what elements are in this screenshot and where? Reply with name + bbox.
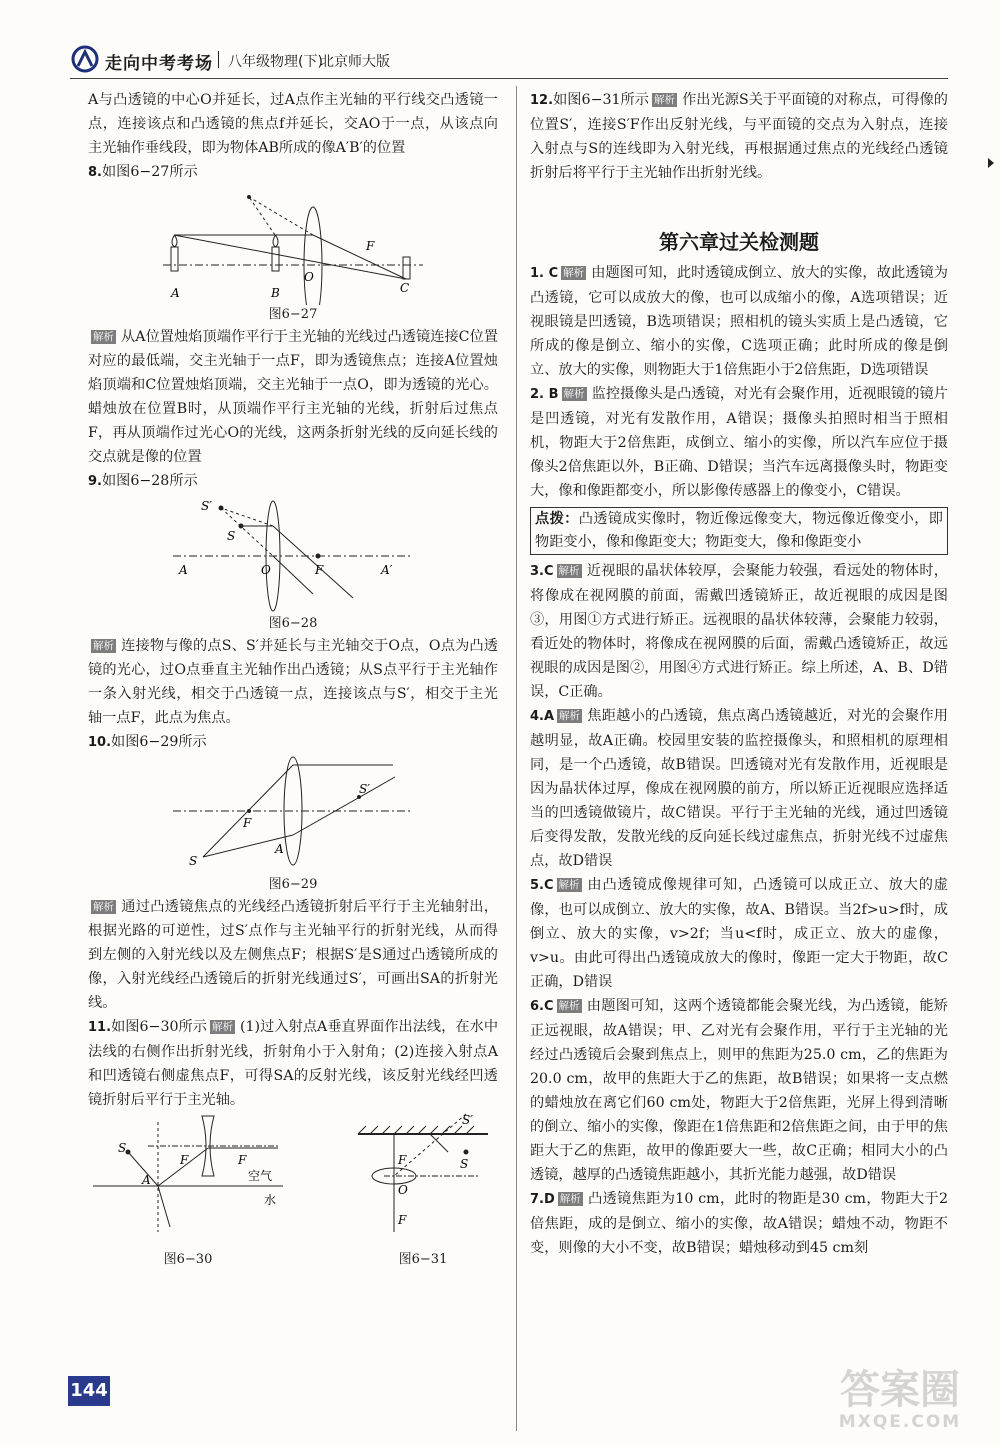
- item-5: [530, 873, 948, 994]
- watermark-bottom: MXQE.COM: [838, 1412, 962, 1432]
- analysis-tag: 解析: [212, 1021, 233, 1033]
- item-text: 焦距越小的凸透镜，焦点离凸透镜越近，对光的会聚作用越明显，故A正确。校园里安装的监控摄像头，和照相机的原理相同，是一个凸透镜，故B错误。凹透镜对光有发散作用，近视眼是因为晶状体过厚，像成在视网膜的前方，所以矫正近视眼应选择适当的凹透镜做镜片，故C错误。平行于主光轴的光线，通过凹透镜后变得发散，发散光线的反向延长线过虚焦点，折射光线不过虚焦点，故D错误: [530, 708, 948, 869]
- question-text: 如图6−30所示: [111, 1019, 207, 1035]
- item-2: [530, 382, 948, 503]
- item-text: 由题图可知，这两个透镜都能会聚光线，为凸透镜，能矫正远视眼，故A错误；甲、乙对光有会聚作用，平行于主光轴的光经过凸透镜后会聚到焦点上，则甲的焦距为25.0 cm，乙的焦距为20.0 cm，故甲的焦距大于乙的焦距，故B错误；如果将一支点燃的蜡烛放在离它们60 cm处，物距大于2倍焦距，光屏上得到清晰的倒立、缩小的实像，像距在1倍焦距和2倍焦距之间，由于甲的焦距大于乙的焦距，故甲的像距要大一些，故C正确；相同大小的凸透镜，越厚的凸透镜焦距越小，其折光能力越强，故D错误: [530, 998, 948, 1183]
- label-s: S: [227, 529, 236, 543]
- label-air: 空气: [248, 1169, 273, 1183]
- label-a: A: [179, 563, 188, 577]
- item-number: 5.C: [530, 878, 554, 893]
- analysis-text: 作出光源S关于平面镜的对称点，可得像的位置S′，连接S′F作出反射光线，与平面镜的交点为入射点，连接入射点与S的连线即为入射光线，再根据通过焦点的光线经凸透镜折射后将平行于主光轴作出折射光线。: [530, 92, 948, 181]
- item-text: 凸透镜焦距为10 cm，此时的物距是30 cm，物距大于2倍焦距，成的是倒立、缩小的实像，故A错误；蜡烛不动，物距不变，则像的大小不变，故B错误；蜡烛移动到45 cm刻: [530, 1191, 948, 1256]
- analysis-tag: 解析: [654, 94, 676, 106]
- item-number: 4.A: [530, 709, 555, 724]
- analysis-tag: 解析: [558, 565, 580, 577]
- label-c: C: [400, 281, 410, 295]
- question-11: [88, 1015, 498, 1112]
- right-arrow-icon: [988, 158, 994, 168]
- figure-caption: 图6−29: [268, 877, 318, 892]
- answer-9: [88, 634, 498, 730]
- label-s-prime: S′: [359, 782, 370, 796]
- item-number: 2. B: [530, 387, 559, 402]
- analysis-text: 连接物与像的点S、S′并延长与主光轴交于O点，O点为凸透镜的光心，过O点垂直主光轴作出凸透镜；从S点平行于主光轴作一条入射光线，相交于凸透镜一点，连接该点与S′，相交于主光轴一点F，此点为焦点。: [88, 638, 498, 726]
- label-b: B: [271, 286, 280, 300]
- page-header: [0, 0, 1000, 80]
- label-f-right: F: [238, 1153, 247, 1167]
- label-s: S: [189, 854, 198, 868]
- label-water: 水: [264, 1193, 277, 1207]
- watermark: [820, 1368, 980, 1443]
- analysis-tag: 解析: [558, 1000, 580, 1012]
- chapter-title: 第六章过关检测题: [659, 230, 819, 254]
- item-number: 1. C: [530, 266, 559, 281]
- label-a: A: [275, 842, 284, 856]
- brand-title: 走向中考考场: [105, 54, 213, 74]
- tip-text: 凸透镜成实像时，物近像远像变大，物远像近像变小，即物距变小，像和像距变大；物距变大，像和像距变小: [535, 511, 943, 550]
- label-s: S: [460, 1157, 469, 1171]
- label-o: O: [261, 563, 271, 577]
- tip-label: 点拨：: [535, 511, 579, 527]
- label-s-prime: S′: [201, 499, 212, 513]
- analysis-text: (1)过入射点A垂直界面作出法线，在水中法线的右侧作出折射光线，折射角小于入射角；(2)连接入射点A和凹透镜右侧虚焦点F，可得SA的反射光线，该反射光线经凹透镜折射后平行于主光轴。: [88, 1019, 499, 1108]
- analysis-tag: 解析: [559, 1193, 581, 1205]
- edition-label: 北京师大版: [320, 54, 390, 70]
- label-f-left: F: [180, 1153, 189, 1167]
- figure-caption: 图6−27: [268, 307, 318, 322]
- brand-logo-icon: [70, 44, 100, 74]
- item-6: [530, 994, 948, 1187]
- item-4: [530, 704, 948, 873]
- label-a: A: [171, 286, 180, 300]
- header-rule: [70, 78, 948, 79]
- item-3: [530, 559, 948, 704]
- item-number: 7.D: [530, 1192, 555, 1207]
- figures-6-30-6-31: [88, 1112, 498, 1270]
- label-f-bottom: F: [398, 1213, 407, 1227]
- analysis-tag: 解析: [563, 388, 585, 400]
- figure-6-28: [88, 494, 498, 614]
- question-number: 10.: [88, 735, 112, 750]
- label-o: O: [304, 270, 314, 284]
- figure-caption: 图6−30: [163, 1252, 213, 1267]
- question-10: [88, 730, 498, 755]
- item-1: [530, 261, 948, 382]
- figure-6-30: [88, 1112, 288, 1270]
- left-column: [88, 88, 498, 1270]
- analysis-text: 从A位置烛焰顶端作平行于主光轴的光线过凸透镜连接C位置对应的最低端，交主光轴于一点F，即为透镜焦点；连接A位置烛焰顶端和C位置烛焰顶端，交主光轴于一点O，即为透镜的光心。蜡烛放在位置B时，从顶端作平行主光轴的光线，折射后过焦点F，再从顶端作过光心O的光线，这两条折射光线的反向延长线的交点就是像的位置: [88, 329, 498, 465]
- label-o: O: [398, 1183, 408, 1197]
- analysis-tag: 解析: [558, 879, 580, 891]
- question-number: 12.: [530, 93, 554, 108]
- analysis-tag: 解析: [563, 267, 585, 279]
- analysis-text: 通过凸透镜焦点的光线经凸透镜折射后平行于主光轴射出，根据光路的可逆性，过S′点作与主光轴平行的折射光线，从而得到左侧的入射光线以及左侧焦点F；根据S′是S通过凸透镜所成的像，入射光线经凸透镜后的折射光线通过S′，可画出SA的折射光线。: [88, 899, 498, 1011]
- label-f: F: [243, 816, 252, 830]
- question-number: 11.: [88, 1020, 112, 1035]
- figure-caption: 图6−31: [398, 1252, 448, 1267]
- item-number: 6.C: [530, 999, 554, 1014]
- item-number: 3.C: [530, 564, 554, 579]
- continued-answer: A与凸透镜的中心O并延长，过A点作主光轴的平行线交凸透镜一点，连接该点和凸透镜的焦点f并延长，交AO于一点，从该点向主光轴作垂线段，即为物体AB所成的像A′B′的位置: [88, 92, 498, 156]
- page-number: 144: [68, 1376, 110, 1406]
- item-text: 由凸透镜成像规律可知，凸透镜可以成正立、放大的虚像，也可以成倒立、放大的实像，故A、B错误。当2f>u>f时，成倒立、放大的实像，v>2f；当u<f时，成正立、放大的虚像，v>u。由此可得出凸透镜成放大的像时，像距一定大于物距，故C正确，D错误: [530, 877, 948, 990]
- analysis-tag: 解析: [559, 710, 581, 722]
- column-divider: [516, 86, 517, 1431]
- analysis-tag: 解析: [93, 901, 114, 913]
- answer-10: [88, 895, 498, 1015]
- label-f-top: F: [398, 1153, 407, 1167]
- question-text: 如图6−29所示: [111, 734, 207, 750]
- question-12: [530, 88, 948, 185]
- header-separator: [218, 51, 219, 68]
- label-a-prime: A′: [381, 563, 393, 577]
- question-9: [88, 469, 498, 494]
- label-s: S: [118, 1141, 127, 1155]
- item-7: [530, 1187, 948, 1260]
- label-s-prime: S′: [462, 1113, 473, 1127]
- tip-box: [530, 507, 948, 555]
- item-text: 监控摄像头是凸透镜，对光有会聚作用，近视眼镜的镜片是凹透镜，对光有发散作用，A错误；摄像头拍照时相当于照相机，物距大于2倍焦距，成倒立、缩小的实像，所以汽车应位于摄像头2倍焦距以外，B正确、D错误；当汽车远离摄像头时，物距变大，像和像距都变小，所以影像传感器上的像变小，C错误。: [530, 386, 948, 499]
- analysis-tag: 解析: [93, 331, 114, 343]
- watermark-top: 答案圈: [840, 1367, 960, 1413]
- question-text: 如图6−27所示: [101, 164, 198, 180]
- figure-6-27: [88, 185, 498, 305]
- figure-6-31: [348, 1112, 498, 1270]
- label-f: F: [315, 563, 324, 577]
- figure-6-29: [88, 755, 498, 875]
- answer-8: [88, 325, 498, 469]
- question-number: 8.: [88, 165, 102, 180]
- label-f: F: [366, 239, 375, 253]
- right-column: [530, 88, 948, 1260]
- item-text: 近视眼的晶状体较厚，会聚能力较强，看远处的物体时，将像成在视网膜的前面，需戴凹透镜矫正，故近视眼的成因是图③，用图①方式进行矫正。远视眼的晶状体较薄，会聚能力较弱，看近处的物体时，将像成在视网膜的后面，需戴凸透镜矫正，故远视眼的成因是图②，用图④方式进行矫正。综上所述，A、B、D错误，C正确。: [530, 563, 948, 700]
- analysis-tag: 解析: [93, 640, 114, 652]
- question-text: 如图6−31所示: [553, 92, 650, 108]
- question-8: [88, 160, 498, 185]
- label-a: A: [142, 1173, 151, 1187]
- question-number: 9.: [88, 474, 102, 489]
- question-text: 如图6−28所示: [101, 473, 198, 489]
- item-text: 由题图可知，此时透镜成倒立、放大的实像，故此透镜为凸透镜，它可以成放大的像，也可以成缩小的像，A选项错误；近视眼镜是凹透镜，B选项错误；照相机的镜头实质上是凸透镜，它所成的像是倒立、缩小的实像，C选项正确；此时所成的像是倒立、放大的实像，则物距大于1倍焦距小于2倍焦距，D选项错误: [530, 265, 948, 378]
- figure-caption: 图6−28: [268, 616, 318, 631]
- subject-label: 八年级物理(下): [228, 54, 323, 70]
